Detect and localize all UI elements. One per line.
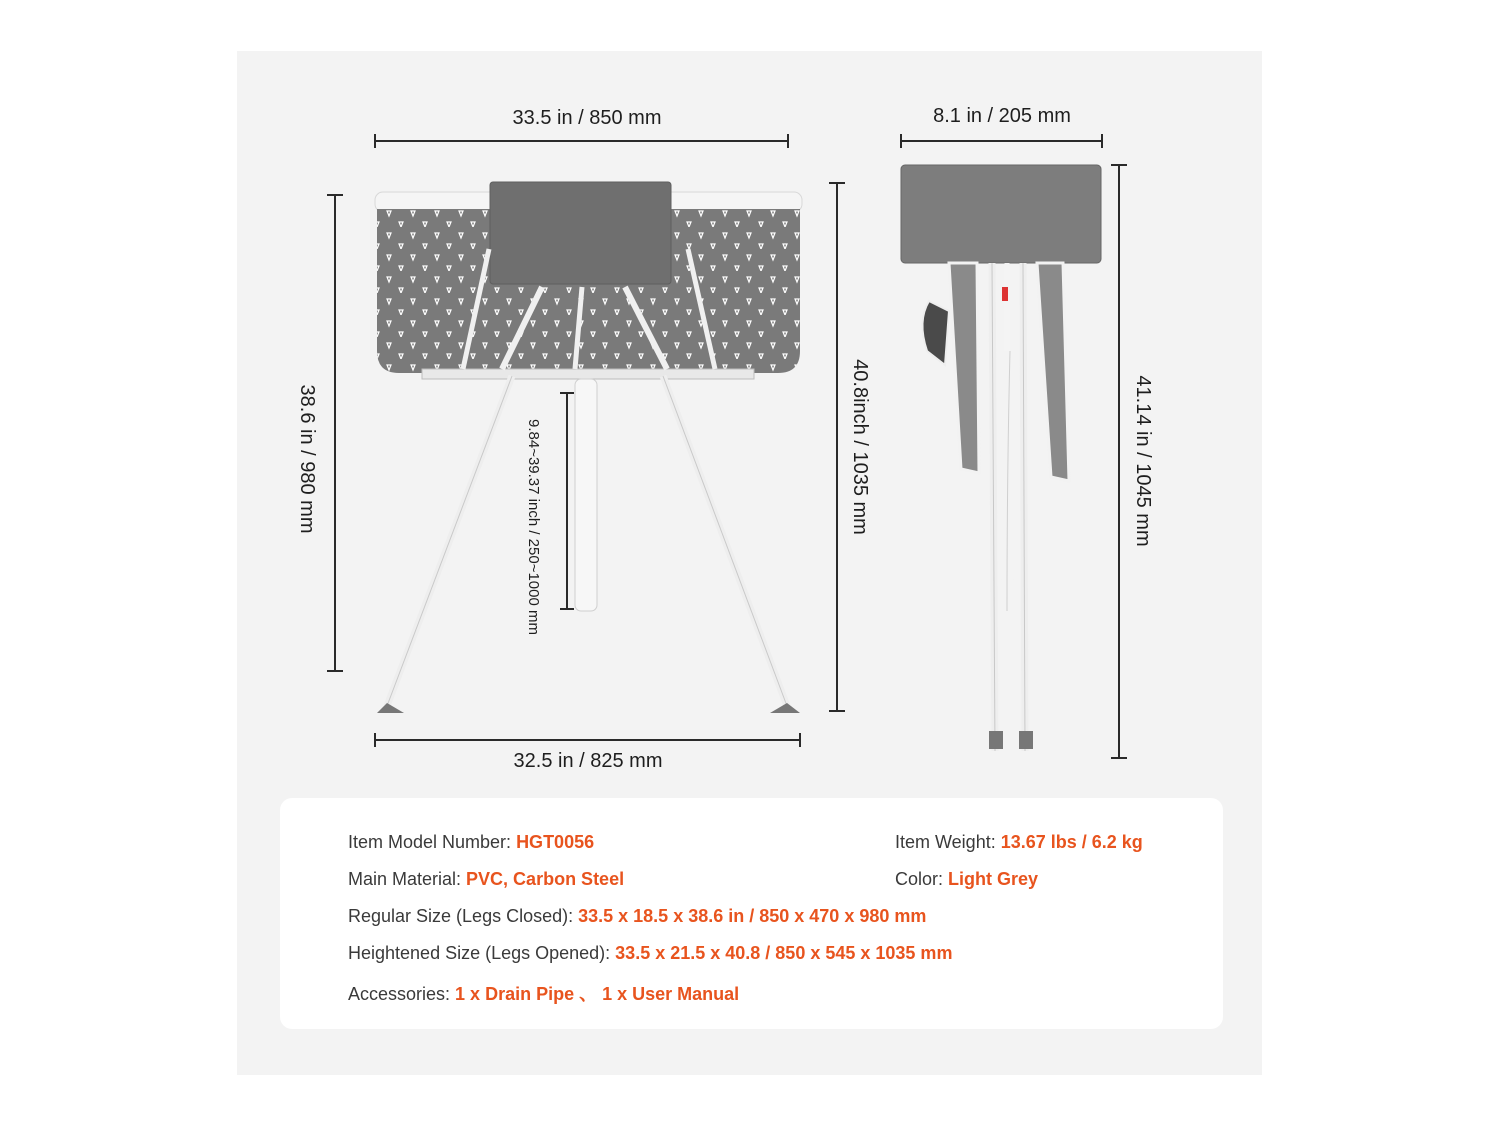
spec-regular-size [348,906,926,927]
spec-color-value: Light Grey [948,869,1039,889]
side-height-line [1111,165,1127,758]
front-top-width-line [375,134,788,148]
spec-material-label: Main Material: [348,869,467,889]
spec-material [348,869,624,890]
side-width-line [901,134,1102,148]
spec-accessories-label: Accessories: [348,984,456,1004]
front-right-height-label: 40.8inch / 1035 mm [849,359,871,535]
spec-material-value: PVC, Carbon Steel [466,869,625,889]
product-dimension-drawing [237,51,1262,791]
spec-regular-size-label: Regular Size (Legs Closed): [348,906,579,926]
spec-model-value: HGT0056 [516,832,595,852]
side-height-label: 41.14 in / 1045 mm [1132,375,1154,547]
spec-heightened-size-value: 33.5 x 21.5 x 40.8 / 850 x 545 x 1035 mm [615,943,953,963]
front-right-height-line [829,183,845,711]
spec-accessories-value: 1 x Drain Pipe 、 1 x User Manual [455,984,740,1004]
spec-heightened-size [348,943,952,964]
spec-accessories [348,980,739,1006]
side-view-folded-tub [901,165,1101,751]
front-bottom-width-label: 32.5 in / 825 mm [513,750,663,772]
drain-pipe-length-label: 9.84~39.37 inch / 250~1000 mm [525,419,542,635]
side-width-label: 8.1 in / 205 mm [933,105,1071,127]
spec-weight [895,832,1143,853]
front-left-height-label: 38.6 in / 980 mm [296,384,318,534]
front-bottom-width-line [375,733,800,747]
spec-regular-size-value: 33.5 x 18.5 x 38.6 in / 850 x 470 x 980 mm [578,906,927,926]
spec-weight-label: Item Weight: [895,832,1001,852]
spec-heightened-size-label: Heightened Size (Legs Opened): [348,943,616,963]
front-view-tub [375,182,802,713]
spec-weight-value: 13.67 lbs / 6.2 kg [1000,832,1143,852]
spec-color [895,869,1038,890]
spec-color-label: Color: [895,869,949,889]
spec-model-label: Item Model Number: [348,832,517,852]
front-left-height-line [327,195,343,671]
spec-model [348,832,594,853]
spec-card [280,798,1223,1029]
front-top-width-label: 33.5 in / 850 mm [512,107,662,129]
drain-pipe-length-line [560,393,574,609]
